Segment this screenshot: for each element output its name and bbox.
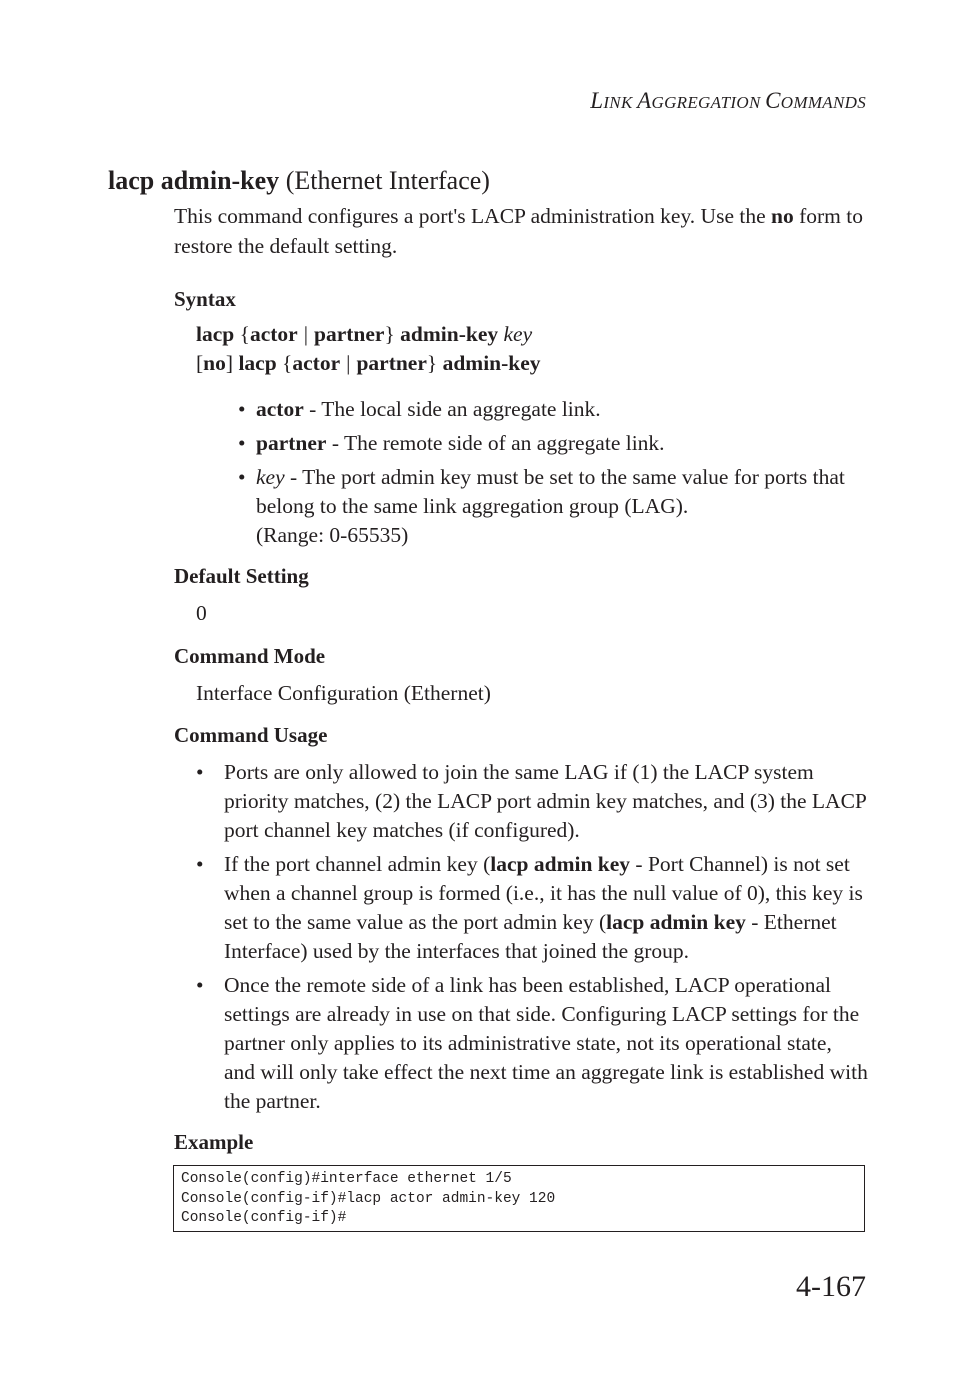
- parameter-list: [238, 395, 868, 550]
- command-description: This command configures a port's LACP administration key. Use the no form to restore the default setting.: [174, 204, 864, 258]
- default-setting-value: 0: [196, 601, 207, 625]
- command-title: [108, 166, 490, 196]
- code-line: Console(config)#interface ethernet 1/5: [181, 1171, 512, 1187]
- command-context: (Ethernet Interface): [285, 166, 490, 195]
- syntax-line-2: [no] lacp {actor | partner} admin-key: [196, 351, 541, 375]
- syntax-heading: Syntax: [174, 287, 236, 311]
- code-line: Console(config-if)#lacp actor admin-key 120: [181, 1190, 556, 1207]
- usage-list: [196, 758, 868, 1116]
- syntax-line-1: lacp {actor | partner} admin-key key: [196, 322, 533, 346]
- default-setting-heading: Default Setting: [174, 564, 309, 588]
- list-item: • actor - The local side an aggregate link.: [238, 397, 601, 421]
- running-head: LINK AGGREGATION COMMANDS: [590, 88, 866, 113]
- list-item: • Ports are only allowed to join the same LAG if (1) the LACP system priority matches, (2) the LACP port admin key matches, and (3) the LACP port channel key matches (if configured).: [196, 760, 867, 842]
- list-item: • partner - The remote side of an aggregate link.: [238, 431, 665, 455]
- list-item: • If the port channel admin key (lacp admin key - Port Channel) is not set when a channel group is formed (i.e., it has the null value of 0), this key is set to the same value as the port admin key (lacp admin key - Ethernet Interface) used by the interfaces that joined the group.: [196, 852, 863, 963]
- code-line: Console(config-if)#: [181, 1210, 347, 1226]
- command-usage-heading: Command Usage: [174, 723, 328, 747]
- page-number: 4-167: [796, 1270, 866, 1303]
- code-example: [173, 1165, 865, 1232]
- list-item: • key - The port admin key must be set to the same value for ports that belong to the same link aggregation group (LAG). (Range: 0-65535): [238, 465, 845, 547]
- list-item: • Once the remote side of a link has been established, LACP operational settings are already in use on that side. Configuring LACP settings for the partner only applies to its administrative state, not its operational state, and will only take effect the next time an aggregate link is established with the partner.: [196, 973, 868, 1113]
- command-mode-heading: Command Mode: [174, 644, 326, 668]
- command-name: lacp admin-key: [108, 166, 280, 195]
- example-heading: Example: [174, 1130, 254, 1154]
- command-mode-value: Interface Configuration (Ethernet): [196, 681, 491, 705]
